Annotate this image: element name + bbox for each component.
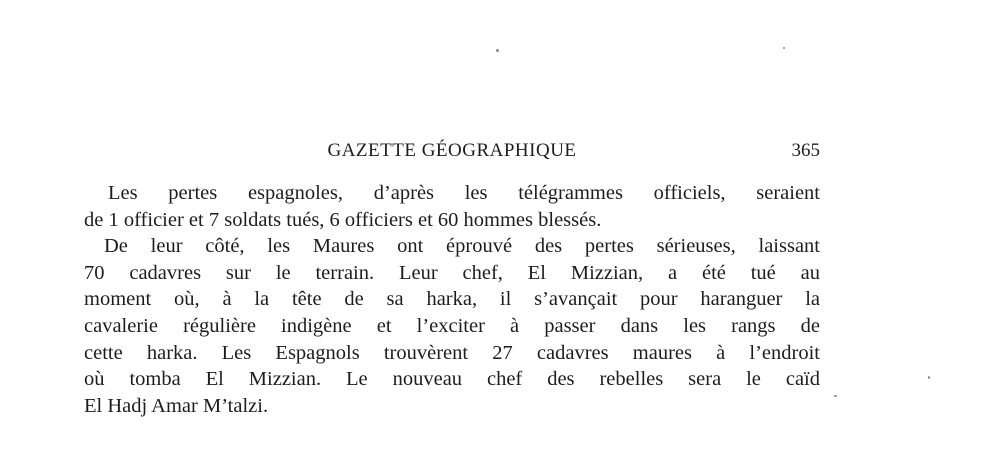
text-line: cavalerie régulière indigène et l’exciter à passer dans les rangs de	[84, 314, 820, 337]
text-line: moment où, à la tête de sa harka, il s’avançait pour haranguer la	[84, 288, 820, 311]
scan-speck	[783, 47, 785, 49]
text-line: El Hadj Amar M’talzi.	[84, 394, 269, 417]
text-line: 70 cadavres sur le terrain. Leur chef, El Mizzian, a été tué au	[84, 261, 820, 284]
text-line: de 1 officier et 7 soldats tués, 6 officiers et 60 hommes blessés.	[84, 208, 602, 231]
paragraph-1	[84, 180, 820, 233]
body-text	[84, 180, 820, 419]
text-line: où tomba El Mizzian. Le nouveau chef des rebelles sera le caïd	[84, 368, 820, 391]
page-header	[82, 138, 822, 164]
text-line: Les pertes espagnoles, d’après les télégrammes officiels, seraient	[108, 182, 820, 204]
scan-speck	[496, 49, 499, 52]
running-title: GAZETTE GÉOGRAPHIQUE	[327, 140, 577, 161]
scan-speck	[834, 395, 837, 397]
text-line: De leur côté, les Maures ont éprouvé des pertes sérieuses, laissant	[104, 235, 820, 258]
page-number: 365	[791, 140, 820, 161]
paragraph-2	[84, 233, 820, 419]
text-line: cette harka. Les Espagnols trouvèrent 27 cadavres maures à l’endroit	[84, 341, 820, 364]
scan-speck	[928, 376, 930, 379]
